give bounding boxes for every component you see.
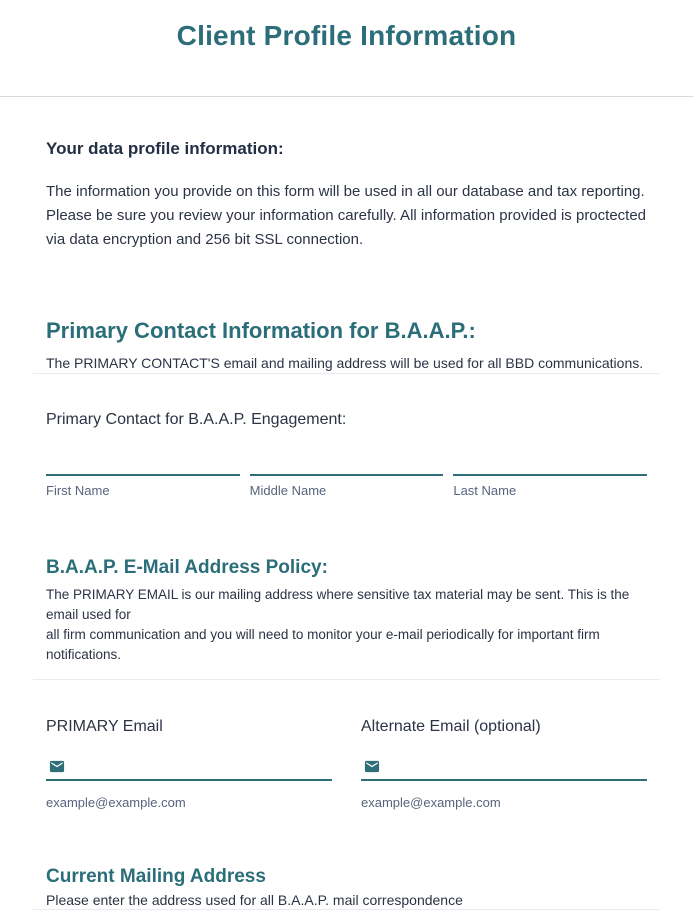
form-header	[0, 0, 693, 97]
mailing-address-subtext: Please enter the address used for all B.A.A.P. mail correspondence	[46, 891, 463, 908]
primary-email-helper: example@example.com	[46, 794, 186, 810]
middle-name-column	[250, 438, 444, 498]
first-name-column	[46, 438, 240, 498]
form-body	[0, 138, 693, 910]
intro-paragraph-line: The information you provide on this form will be used in all our database and tax reporting.	[46, 183, 645, 200]
alternate-email-helper: example@example.com	[361, 794, 501, 810]
alternate-email-input-wrap	[361, 743, 647, 781]
primary-email-input-wrap	[46, 743, 332, 781]
mailing-address-heading: Current Mailing Address	[46, 865, 266, 887]
last-name-sublabel: Last Name	[453, 483, 517, 498]
fullname-field	[46, 438, 647, 498]
section-divider	[33, 373, 660, 374]
last-name-input[interactable]	[453, 438, 647, 476]
alternate-email-input[interactable]	[390, 752, 647, 776]
primary-email-label: PRIMARY Email	[46, 717, 163, 735]
intro-section	[46, 138, 647, 252]
middle-name-sublabel: Middle Name	[249, 483, 327, 498]
primary-email-input[interactable]	[75, 752, 332, 776]
intro-paragraph	[46, 180, 647, 252]
email-fields-row	[46, 717, 647, 810]
alternate-email-field	[361, 717, 647, 810]
alternate-email-label: Alternate Email (optional)	[361, 717, 541, 735]
first-name-sublabel: First Name	[46, 483, 110, 498]
email-policy-heading: B.A.A.P. E-Mail Address Policy:	[46, 557, 328, 578]
primary-email-field	[46, 717, 332, 810]
email-policy-section	[46, 556, 647, 810]
primary-contact-section	[46, 318, 647, 498]
primary-contact-heading: Primary Contact Information for B.A.A.P.:	[46, 318, 476, 343]
intro-paragraph-line: Please be sure you review your information carefully. All information provided is proctected	[46, 207, 647, 224]
page-title: Client Profile Information	[176, 20, 517, 51]
section-divider	[33, 909, 660, 910]
email-policy-text-line: all firm communication and you will need to monitor your e-mail periodically for important firm notifications.	[46, 627, 600, 662]
intro-heading: Your data profile information:	[46, 139, 284, 158]
email-policy-text-line: The PRIMARY EMAIL is our mailing address where sensitive tax material may be sent. This is the email used for	[46, 587, 630, 622]
middle-name-input[interactable]	[250, 438, 444, 476]
email-policy-text	[46, 585, 647, 665]
section-divider	[33, 679, 660, 680]
first-name-input[interactable]	[46, 438, 240, 476]
intro-paragraph-line: via data encryption and 256 bit SSL connection.	[46, 231, 364, 248]
mail-icon	[47, 758, 67, 775]
primary-contact-subtext: The PRIMARY CONTACT'S email and mailing address will be used for all BBD communications.	[46, 355, 644, 371]
mailing-address-section	[46, 865, 647, 910]
last-name-column	[453, 438, 647, 498]
fullname-field-label: Primary Contact for B.A.A.P. Engagement:	[46, 411, 347, 428]
mail-icon	[362, 758, 382, 775]
